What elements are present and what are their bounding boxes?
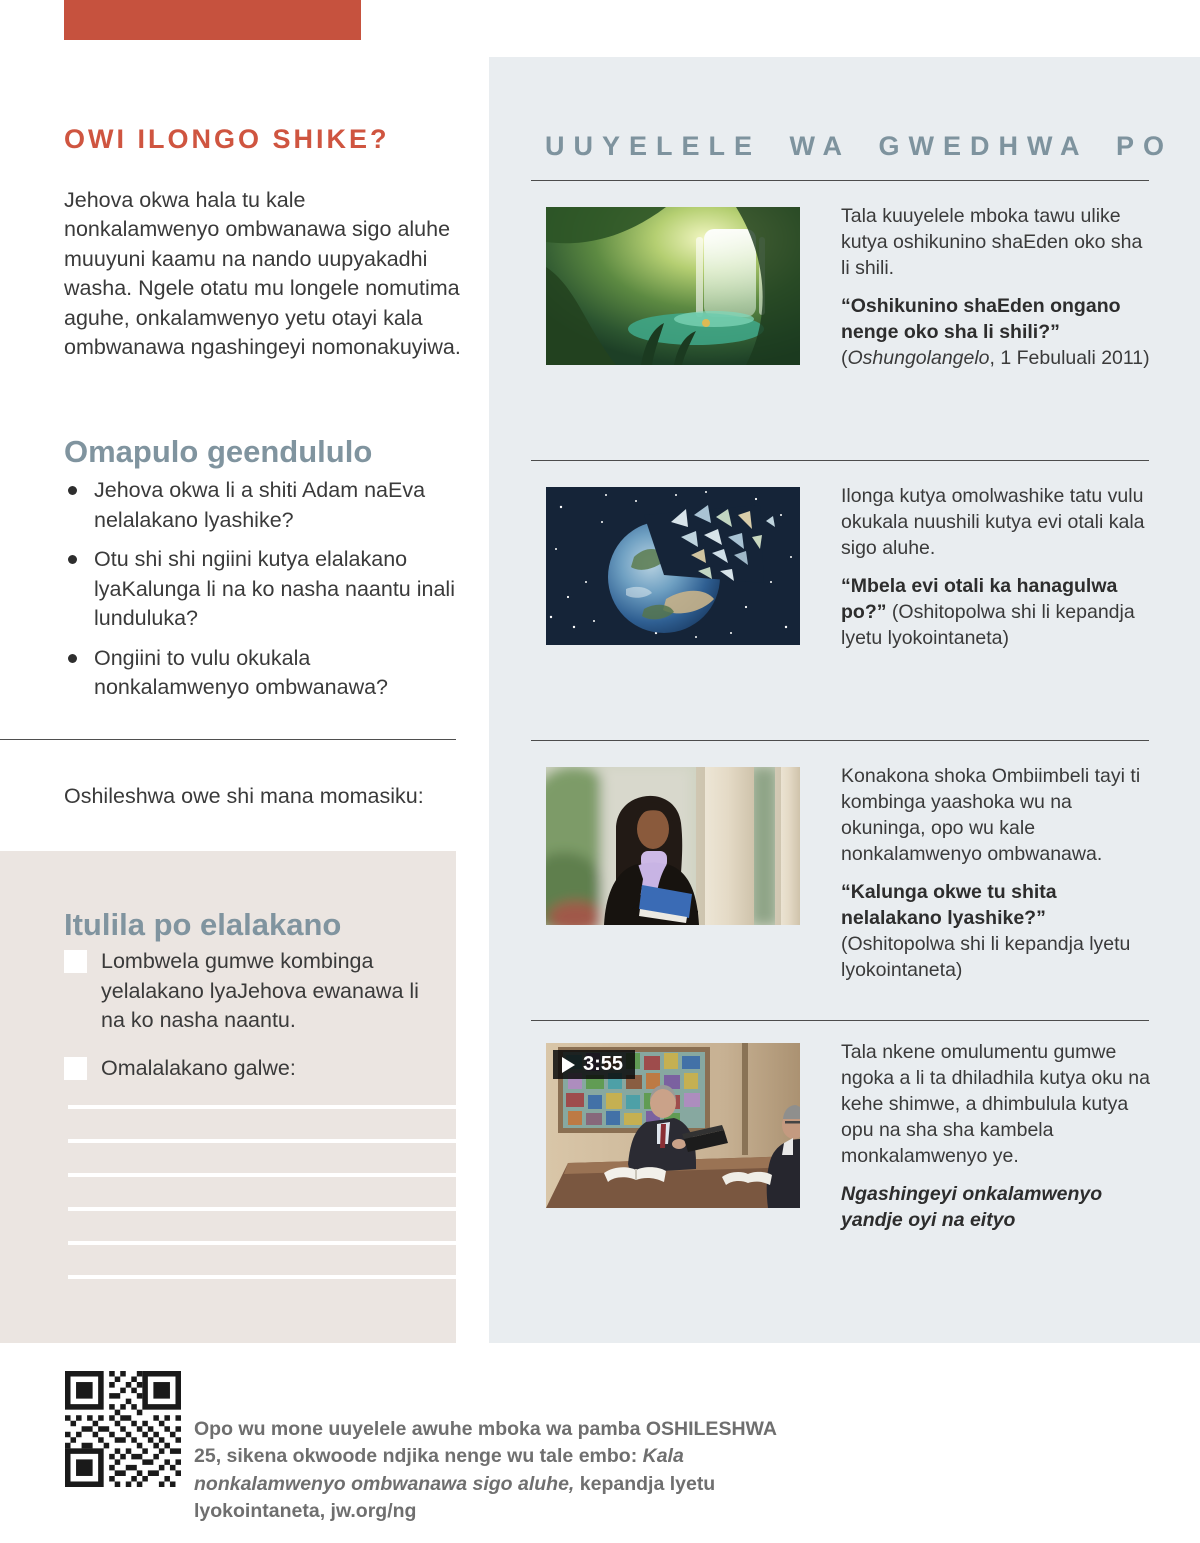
entry-quote: “Kalunga okwe tu shita nelalakano lyashike?” (Oshitopolwa shi li kepandja lyetu lyokointaneta)	[841, 881, 1131, 981]
footer-instructions: Opo wu mone uuyelele awuhe mboka wa pamba OSHILESHWA 25, sikena okwoode ndjika nenge wu tale embo: Kala nonkalamwenyo ombwanawa sigo aluhe, kepandja lyetu lyokointaneta, jw.org/ng	[194, 1417, 777, 1522]
bullet-icon	[68, 486, 77, 495]
entry-divider	[531, 740, 1149, 741]
review-question-text: Ongiini to vulu okukala nonkalamwenyo ombwanawa?	[94, 645, 389, 699]
goal-item-label: Lombwela gumwe kombinga yelalakano lyaJehova ewanawa li na ko nasha naantu.	[101, 949, 419, 1032]
list-item	[64, 644, 456, 703]
entry-emphasis: Ngashingeyi onkalamwenyo yandje oyi na eityo	[841, 1183, 1103, 1231]
list-item	[64, 545, 456, 634]
entry-description: Tala kuuyelele mboka tawu ulike kutya oshikunino shaEden oko sha li shili.	[841, 205, 1143, 279]
answer-line[interactable]	[68, 1105, 456, 1109]
top-accent-tab	[64, 0, 361, 40]
goal-item	[64, 1054, 437, 1084]
entry-description: Tala nkene omulumentu gumwe ngoka a li ta dhiladhila kutya oku na kehe shimwe, a dhimbulula kutya opu na sha sha kambela monkalamwenyo ye.	[841, 1041, 1150, 1167]
entry-text	[841, 763, 1153, 995]
entry-divider	[531, 180, 1149, 181]
entry-text	[841, 1039, 1153, 1245]
entry-description: Konakona shoka Ombiimbeli tayi ti kombinga yaashoka wu na okuninga, opo wu kale nonkalamwenyo ombwanawa.	[841, 765, 1141, 865]
goal-box	[0, 851, 456, 1343]
review-questions-heading: Omapulo geendululo	[64, 433, 373, 469]
answer-line[interactable]	[68, 1139, 456, 1143]
woman-with-folder-image	[546, 767, 800, 925]
more-information-panel	[489, 57, 1200, 1343]
eden-garden-image	[546, 207, 800, 365]
section-divider	[0, 739, 456, 740]
entry-quote: “Oshikunino shaEden ongano nenge oko sha li shili?” (Oshungolangelo, 1 Febuluali 2011)	[841, 295, 1150, 369]
page-title: OWI ILONGO SHIKE?	[64, 124, 390, 155]
intro-paragraph: Jehova okwa hala tu kale nonkalamwenyo ombwanawa sigo aluhe muuyuni kaamu na nando uupyakadhi washa. Ngele otatu mu longele nomutima aguhe, onkalamwenyo yetu otayi kala ombwanawa ngashingeyi nomonakuyiwa.	[64, 187, 461, 359]
goal-checkbox[interactable]	[64, 950, 87, 973]
answer-line[interactable]	[68, 1207, 456, 1211]
goal-item	[64, 947, 437, 1036]
goal-item-label: Omalalakano galwe:	[101, 1056, 296, 1080]
qr-code	[65, 1371, 181, 1487]
entry-text	[841, 203, 1153, 383]
panel-title: UUYELELE WA GWEDHWA PO	[545, 131, 1174, 162]
shattered-earth-image	[546, 487, 800, 645]
entry-divider	[531, 460, 1149, 461]
entry-divider	[531, 1020, 1149, 1021]
video-duration: 3:55	[583, 1053, 624, 1075]
video-thumbnail-image[interactable]	[546, 1043, 800, 1208]
entry-quote: “Mbela evi otali ka hanagulwa po?” (Oshitopolwa shi li kepandja lyetu lyokointaneta)	[841, 575, 1135, 649]
goal-checkbox[interactable]	[64, 1057, 87, 1080]
bullet-icon	[68, 654, 77, 663]
answer-line[interactable]	[68, 1275, 456, 1279]
entry-text	[841, 483, 1153, 663]
list-item	[64, 476, 456, 535]
play-icon	[562, 1057, 575, 1073]
answer-line[interactable]	[68, 1241, 456, 1245]
review-question-text: Jehova okwa li a shiti Adam naEva nelalakano lyashike?	[94, 478, 426, 532]
completed-date-label: Oshileshwa owe shi mana momasiku:	[64, 783, 424, 808]
video-duration-badge[interactable]	[553, 1050, 635, 1079]
goal-box-heading: Itulila po elalakano	[64, 906, 342, 942]
answer-line[interactable]	[68, 1173, 456, 1177]
bullet-icon	[68, 555, 77, 564]
review-questions-list	[64, 476, 456, 713]
review-question-text: Otu shi shi ngiini kutya elalakano lyaKalunga li na ko nasha naantu inali lunduluka?	[94, 547, 455, 630]
entry-description: Ilonga kutya omolwashike tatu vulu okukala nuushili kutya evi otali kala sigo aluhe.	[841, 485, 1145, 559]
